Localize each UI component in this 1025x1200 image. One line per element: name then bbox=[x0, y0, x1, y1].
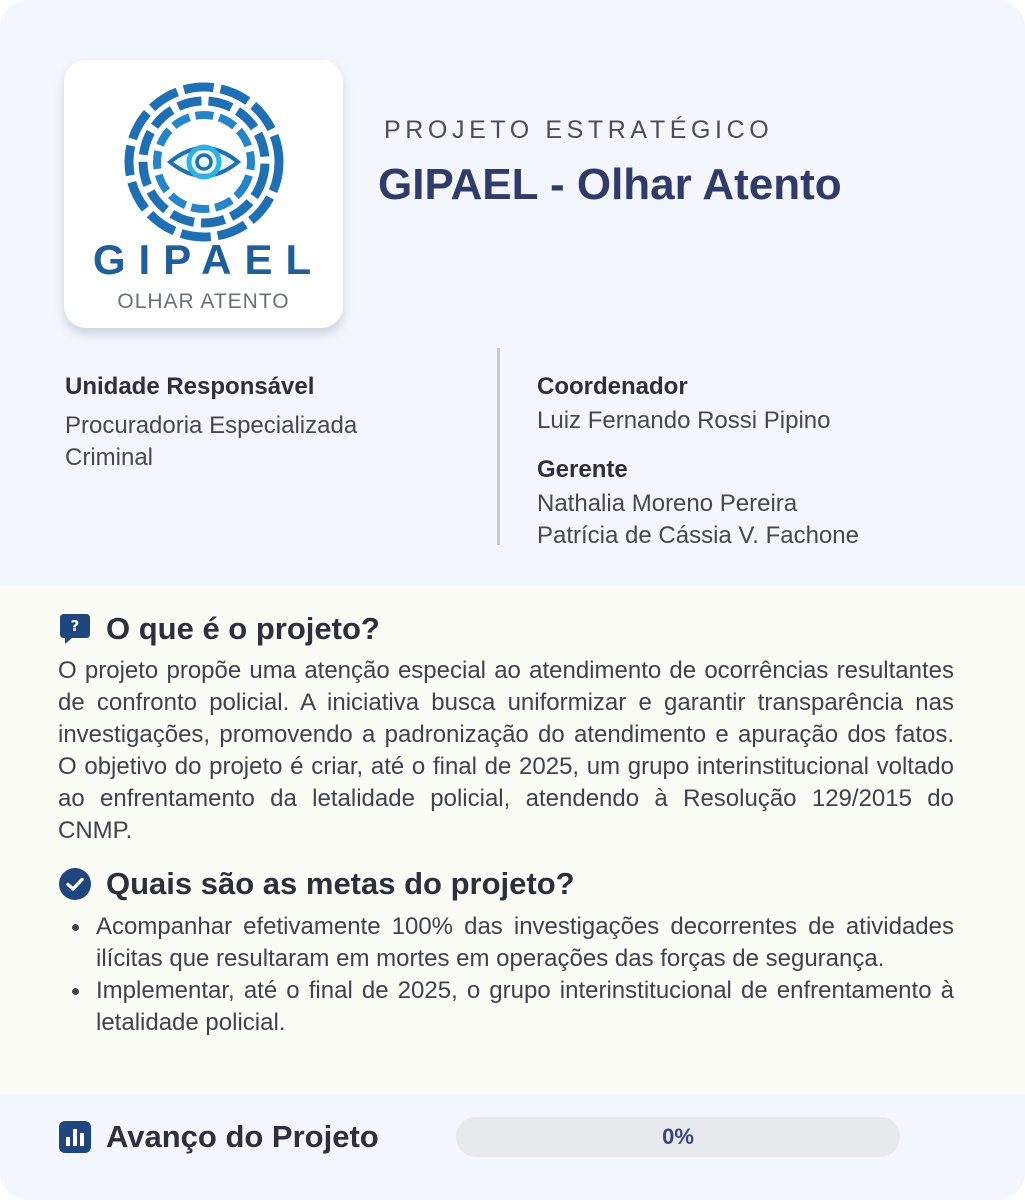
about-text: O projeto propõe uma atenção especial ao atendimento de ocorrências resultantes de confronto policial. A iniciativa busca uniformizar e garantir transparência nas investigações, promovendo a padronização do atendimento e apuração dos fatos. O objetivo do projeto é criar, até o final de 2025, um grupo interinstitucional voltado ao enfrentamento da letalidade policial, atendendo à Resolução 129/2015 do CNMP. bbox=[58, 657, 954, 844]
logo-wordmark: GIPAEL bbox=[92, 236, 325, 283]
goals-heading: Quais são as metas do projeto? bbox=[106, 866, 575, 901]
progress-heading-row bbox=[58, 1119, 379, 1155]
progress-label: 0% bbox=[662, 1124, 694, 1149]
header-section bbox=[0, 0, 1025, 586]
about-heading: O que é o projeto? bbox=[106, 611, 380, 646]
logo-subtitle: OLHAR ATENTO bbox=[117, 290, 290, 313]
project-kicker: PROJETO ESTRATÉGICO bbox=[384, 116, 774, 144]
coordinator-label: Coordenador bbox=[537, 373, 688, 400]
list-item: Acompanhar efetivamente 100% das investigações decorrentes de atividades ilícitas que resultaram em mortes em operações das forças de segurança. bbox=[70, 911, 954, 975]
logo-eye-icon bbox=[120, 78, 288, 246]
manager-value bbox=[537, 488, 859, 552]
project-logo bbox=[64, 60, 343, 328]
manager-name: Patrícia de Cássia V. Fachone bbox=[537, 522, 859, 549]
content-section bbox=[0, 586, 1025, 1094]
list-item: Implementar, até o final de 2025, o grupo interinstitucional de enfrentamento à letalidade policial. bbox=[70, 975, 954, 1039]
svg-text:?: ? bbox=[70, 617, 80, 635]
info-divider bbox=[497, 348, 500, 545]
goals-heading-row bbox=[58, 866, 575, 902]
unit-line: Criminal bbox=[65, 444, 154, 471]
page-title: GIPAEL - Olhar Atento bbox=[378, 160, 842, 209]
manager-label: Gerente bbox=[537, 456, 628, 483]
manager-name: Nathalia Moreno Pereira bbox=[537, 490, 798, 517]
progress-bar bbox=[456, 1117, 900, 1157]
about-heading-row bbox=[58, 611, 380, 647]
bar-chart-icon bbox=[58, 1120, 92, 1154]
question-chat-icon bbox=[58, 612, 92, 646]
progress-heading: Avanço do Projeto bbox=[106, 1119, 379, 1154]
coordinator-value: Luiz Fernando Rossi Pipino bbox=[537, 407, 831, 434]
unit-value bbox=[65, 410, 357, 474]
unit-line: Procuradoria Especializada bbox=[65, 412, 358, 439]
progress-section bbox=[0, 1094, 1025, 1200]
goals-list bbox=[70, 911, 954, 1039]
unit-label: Unidade Responsável bbox=[65, 373, 315, 400]
check-circle-icon bbox=[58, 867, 92, 901]
